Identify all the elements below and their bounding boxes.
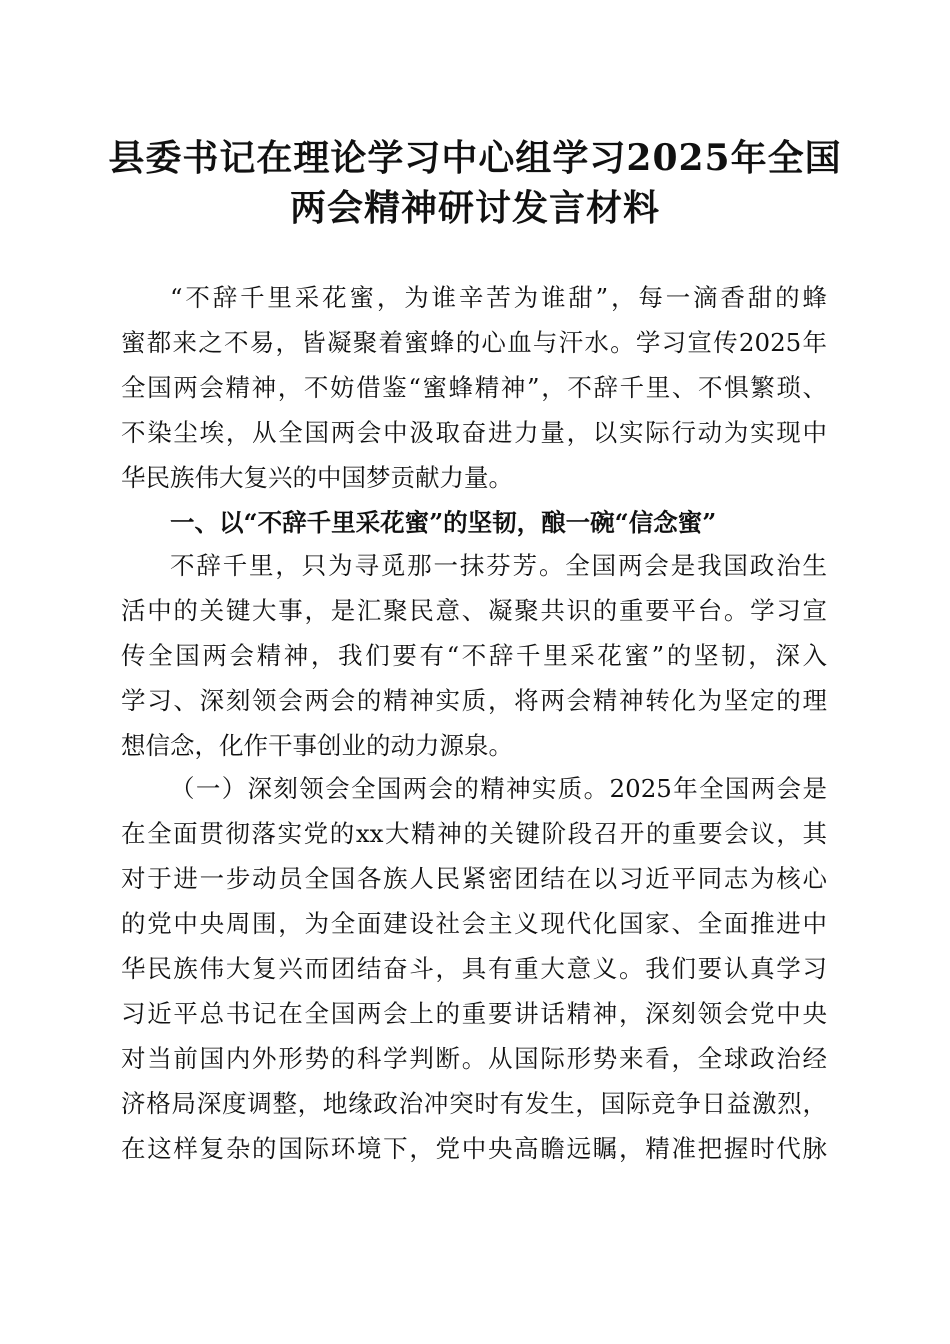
para3-line-8: 济格局深度调整，地缘政治冲突时有发生，国际竞争日益激烈， (121, 1089, 827, 1118)
para2-line-3: 传全国两会精神，我们要有“不辞千里采花蜜”的坚韧，深入 (121, 641, 827, 670)
para1-line-4: 不染尘埃，从全国两会中汲取奋进力量，以实际行动为实现中 (121, 418, 827, 447)
para3-line-1: （一）深刻领会全国两会的精神实质。2025年全国两会是 (170, 774, 827, 803)
para3-line-7: 对当前国内外形势的科学判断。从国际形势来看，全球政治经 (121, 1044, 827, 1073)
para2-line-1: 不辞千里，只为寻觅那一抹芬芳。全国两会是我国政治生 (170, 551, 827, 580)
para3-line-4: 的党中央周围，为全面建设社会主义现代化国家、全面推进中 (121, 909, 827, 938)
para3-line-3: 对于进一步动员全国各族人民紧密团结在以习近平同志为核心 (121, 864, 827, 893)
document-title-line-2: 两会精神研讨发言材料 (289, 187, 660, 229)
para2-line-4: 学习、深刻领会两会的精神实质，将两会精神转化为坚定的理 (121, 686, 827, 715)
para1-line-3: 全国两会精神，不妨借鉴“蜜蜂精神”，不辞千里、不惧繁琐、 (121, 373, 827, 402)
para1-line-5: 华民族伟大复兴的中国梦贡献力量。 (121, 463, 513, 492)
para3-line-9: 在这样复杂的国际环境下，党中央高瞻远瞩，精准把握时代脉 (121, 1134, 827, 1163)
document-title-line-1: 县委书记在理论学习中心组学习2025年全国 (108, 137, 842, 179)
para2-line-5: 想信念，化作干事创业的动力源泉。 (121, 731, 513, 760)
para1-line-1: “不辞千里采花蜜，为谁辛苦为谁甜”，每一滴香甜的蜂 (170, 283, 827, 312)
para1-line-2: 蜜都来之不易，皆凝聚着蜜蜂的心血与汗水。学习宣传2025年 (121, 328, 827, 357)
para3-line-6: 习近平总书记在全国两会上的重要讲话精神，深刻领会党中央 (121, 999, 827, 1028)
para3-line-5: 华民族伟大复兴而团结奋斗，具有重大意义。我们要认真学习 (121, 954, 827, 983)
para3-line-2: 在全面贯彻落实党的xx大精神的关键阶段召开的重要会议，其 (121, 819, 827, 848)
para2-line-2: 活中的关键大事，是汇聚民意、凝聚共识的重要平台。学习宣 (121, 596, 827, 625)
section-heading-1: 一、以“不辞千里采花蜜”的坚韧，酿一碗“信念蜜” (170, 508, 717, 537)
